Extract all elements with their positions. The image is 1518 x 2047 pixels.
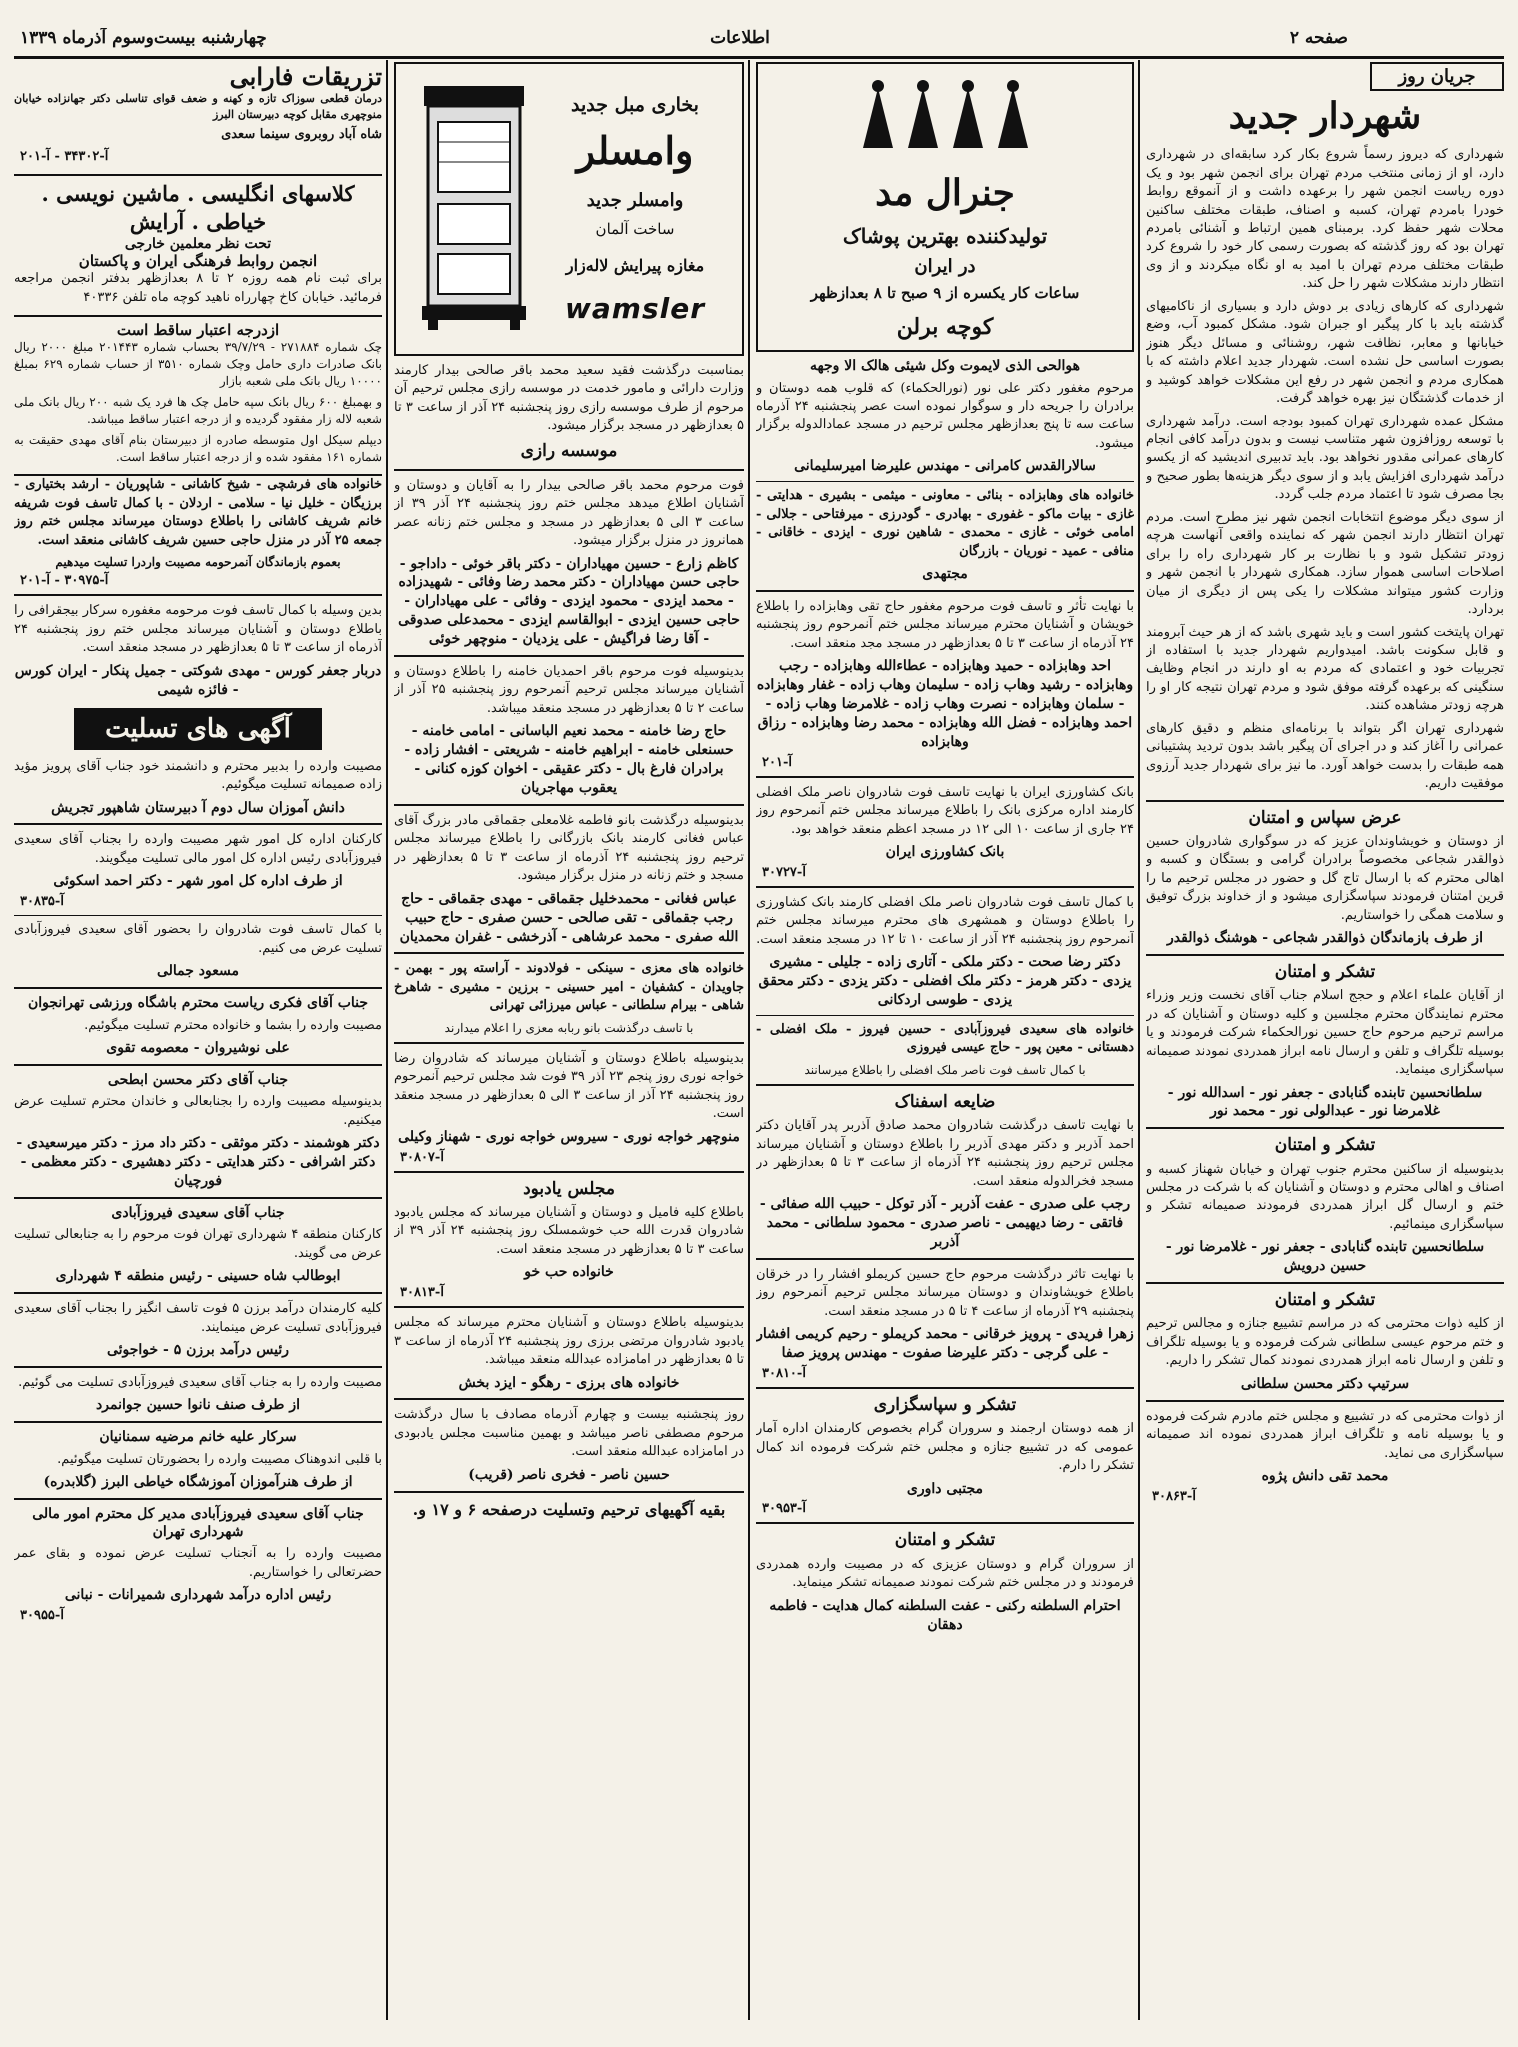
- editorial-paragraph: شهرداری که دیروز رسماً شروع بکار کرد سابقه‌ای در شهرداری دارد، او از زمانی منتخب مردم تهران برای انجمن شهر بود و یک دوره ریاست انجمن شهر را برعهده داشت و از آنموقع روابط خودرا بامردم تهران، کسبه و اصناف، طبقات مختلف ساکنین محلات شهر حفظ کرد. برمبنای همین ارتباط و آشنائی بامردم تهران بود که روز گذشته که بصورت رسمی کار خود را شروع کرد طبقات مختلف مردم تهران با امید به او نگاه میکردند و از وی انتظار دارند مشکلات شهر را حل کند.: [1146, 147, 1504, 292]
- notice-signature: احد وهابزاده - حمید وهابزاده - عطاءالله وهابزاده - رجب وهابزاده - رشید وهاب زاده - سلیمان وهاب زاده - غفار وهابزاده - سلمان وهابزاده - نصرت وهاب زاده - غلامرضا وهاب زاده - احمد وهابزاده - فضل الله وهابزاده - محمد رضا وهابزاده - رزاق وهابزاده: [756, 658, 1134, 750]
- ad-code: آ-۳۴۳۰۲ - آ-۲۰۱: [20, 148, 109, 164]
- notice-title: ضایعه اسفناک: [894, 1092, 996, 1113]
- divider: [14, 1197, 382, 1199]
- divider: [756, 886, 1134, 888]
- ad-line: چک شماره ۲۷۱۸۸۴ - ۳۹/۷/۲۹ بحساب شماره ۲۰۱۴۴۳ مبلغ ۲۰۰۰ ریال بانک صادرات داری حامل وچک شماره ۳۵۱۰ از حساب شماره ۶۲۹ بمبلغ ۱۰۰۰۰ ریال بانک ملی شعبه بازار: [14, 340, 382, 389]
- divider: [14, 1292, 382, 1294]
- notice-signature: موسسه رازی: [520, 440, 618, 461]
- notice-signature: منوچهر خواجه نوری - سیروس خواجه نوری - شهناز وکیلی: [398, 1128, 740, 1145]
- notice-body: بدینوسیله درگذشت بانو فاطمه غلامعلی جقماقی مادر بزرگ آقای عباس فغانی کارمند بانک بازرگانی را باطلاع میرساند مجلس ترحیم روز پنجشنبه ۲۴ آذرماه از ساعت ۳ تا ۵ بعدازظهر در مسجد و ختم زنانه در منزل برگزار میشود.: [394, 812, 744, 884]
- notice-signature: رئیس درآمد برزن ۵ - خواجوئی: [106, 1342, 290, 1359]
- editorial-paragraph: شهرداری تهران اگر بتواند با برنامه‌ای منظم و دقیق کارهای عمرانی را آغاز کند و در اجرای آن پیگیر باشد بدون تردید پشتیبانی همه طبقات را بدست خواهد آورد. ما نیز برای شهردار جدید آرزوی موفقیت داریم.: [1146, 720, 1504, 792]
- notice-body: با قلبی اندوهناک مصیبت وارده را بحضورتان تسلیت میگوئیم.: [57, 1451, 382, 1467]
- notice-title: جناب آقای سعیدی فیروزآبادی مدیر کل محترم امور مالی شهرداری تهران: [32, 1506, 364, 1540]
- ad-tagline: تولیدکننده بهترین پوشاک: [842, 224, 1048, 248]
- divider: [14, 823, 382, 825]
- editorial-paragraph: از سوی دیگر موضوع انتخابات انجمن شهر نیز مطرح است. مردم تهران انتظار دارند انجمن شهر که نماینده واقعی آنهاست هرچه زودتر تشکیل شود و با نظارت بر کار شهرداری راه را برای اصلاحات اساسی هموار سازد. همکاری شهردار با انجمن شهر و وزارت کشور میتواند مشکلات را یکی پس از دیگری از میان بردارد.: [1146, 509, 1504, 618]
- notice-title: هوالحی الذی لایموت وکل شیئی هالک الا وجهه: [809, 358, 1080, 374]
- divider: [1146, 1400, 1504, 1402]
- divider: [756, 1015, 1134, 1016]
- notice-signature: احترام السلطنه رکنی - عفت السلطنه کمال هدایت - فاطمه دهقان: [769, 1597, 1121, 1633]
- ad-title: کلاسهای انگلیسی . ماشین نویسی . خیاطی . آرایش: [41, 180, 355, 235]
- notice-signature: سرتیپ دکتر محسن سلطانی: [1240, 1375, 1410, 1392]
- column-three: [394, 62, 744, 2022]
- notice-body: از دوستان و خویشاوندان عزیز که در سوگواری شادروان حسین ذوالقدر شجاعی مخصوصاً برادران گرامی و بستگان و کسبه و اهالی محترم که با ارسال تاج گل و حضور در مجلس ترحیم ما را قرین امتنان فرمودند سپاسگزاری میشود و از خداوند بزرگ توفیق و سلامت همگی را خواستاریم.: [1146, 833, 1504, 923]
- notice-signature: سلطانحسین تابنده گنابادی - جعفر نور - اسدالله نور - غلامرضا نور - عبدالولی نور - محمد نور: [1167, 1084, 1483, 1120]
- notice-body: از سروران گرام و دوستان عزیزی که در مصیبت وارده همدردی فرمودند و در مجلس ختم شرکت نمودند صمیمانه تشکر مینماید.: [756, 1556, 1134, 1591]
- page-header: [0, 22, 1518, 54]
- ad-line: تحت نظر معلمین خارجی: [124, 236, 272, 253]
- divider: [14, 594, 382, 596]
- ad-line: درمان قطعی سوزاک تازه و کهنه و ضعف قوای تناسلی دکتر جهانزاده خیابان منوچهری مقابل کوچه دبیرستان البرز: [14, 92, 382, 121]
- divider: [394, 1398, 744, 1400]
- notice-code: آ-۳۰۸۶۳: [1152, 1488, 1196, 1504]
- header-paper-name: اطلاعات: [710, 28, 770, 48]
- divider: [14, 1064, 382, 1066]
- header-date: چهارشنبه بیست‌وسوم آذرماه ۱۳۳۹: [20, 28, 267, 48]
- notice-body: بانک کشاورزی ایران با نهایت تاسف فوت شادروان ناصر ملک افضلی کارمند اداره مرکزی بانک را باطلاع میرساند مجلس ختم آنمرحوم روز ۲۴ جاری از ساعت ۱۰ الی ۱۲ در مسجد اعظم منعقد خواهد بود.: [756, 784, 1134, 837]
- ad-line: مغازه پیرایش لاله‌زار: [565, 256, 705, 275]
- condolence-banner-title: آگهی های تسلیت: [105, 713, 291, 744]
- editorial-paragraph: تهران پایتخت کشور است و باید شهری باشد که از هر حیث آبرومند و قابل سکونت باشد. امیدواریم شهردار جدید با استفاده از تجربیات خود و اعتمادی که مردم به او دارند در انجام وظایف سنگینی که برعهده گرفته موفق شود و مردم تهران نتیجه کار او را هرچه زودتر مشاهده کنند.: [1146, 624, 1504, 714]
- notice-signature: زهرا فریدی - پرویز خرقانی - محمد کریملو - رحیم کریمی افشار - علی گرجی - دکتر علیرضا صفوت - مهندس پرویز صفا: [756, 1326, 1134, 1362]
- notice-title: عرض سپاس و امتنان: [1248, 807, 1402, 828]
- notice-code: آ-۳۰۹۵۵: [20, 1608, 64, 1624]
- notice-signature: از طرف اداره کل امور شهر - دکتر احمد اسکوئی: [53, 873, 343, 890]
- notice-body: روز پنجشنبه بیست و چهارم آذرماه مصادف با سال درگذشت مرحوم مصطفی ناصر میباشد و بهمین مناسبت مجلس یادبودی در امامزاده عبدالله منعقد است.: [394, 1407, 744, 1460]
- ad-line: و بهمبلغ ۶۰۰ ریال بانک سپه حامل چک ها فرد یک شبه ۲۰۰ ریال بانک ملی شعبه لاله زار مفقود گردیده و از درجه اعتبار ساقط میباشد.: [14, 395, 382, 427]
- notice-signature: بعموم بازماندگان آنمرحومه مصیبت واردرا تسلیت میدهیم: [55, 555, 341, 570]
- notice-title: جناب آقای سعیدی فیروزآبادی: [111, 1204, 285, 1221]
- notice-signature: خانواده حب خو: [524, 1264, 614, 1281]
- notice-body: از کلیه ذوات محترمی که در مراسم تشییع جنازه و مجالس ترحیم و ختم مرحوم عیسی سلطانی شرکت فرموده و یا بوسیله تلگراف و تلفن و ارسال نامه ابراز همدردی نمودند کمال تشکر را داریم.: [1146, 1316, 1504, 1369]
- notice-title: تشکر و سپاسگزاری: [873, 1394, 1017, 1415]
- ad-line: وامسلر جدید: [586, 190, 684, 211]
- notice-body: از همه دوستان ارجمند و سروران گرام بخصوص کارمندان اداره آمار عمومی که در تشییع جنازه و مجلس ختم شرکت فرموده اند کمال تشکر را دارم.: [756, 1421, 1134, 1474]
- ad-brand-name: وامسلر: [576, 128, 694, 173]
- divider: [1146, 1127, 1504, 1129]
- notice-signature: دربار جعفر کورس - مهدی شوکتی - جمیل پنکار - ایران کورس - فائزه شیمی: [14, 662, 382, 698]
- notice-code: آ-۳۰۸۰۷: [400, 1149, 444, 1165]
- column-rule-1: [1138, 60, 1140, 2020]
- notice-signature: حاج رضا خامنه - محمد نعیم الباسانی - امامی خامنه - حسنعلی خامنه - ابراهیم خامنه - شریعتی - افشار زاده - برادران فارغ بال - دکتر عقیقی - اخوان کوزه کنانی - یعقوب مهاجریان: [404, 723, 734, 797]
- notice-code: آ-۳۰۸۱۳: [400, 1285, 444, 1301]
- notice-title: تشکر و امتنان: [1274, 962, 1376, 982]
- notice-signature: دانش آموزان سال دوم آ دبیرستان شاهپور تجریش: [51, 799, 345, 816]
- divider: [756, 481, 1134, 482]
- divider: [756, 1084, 1134, 1086]
- ad-country: در ایران: [914, 256, 976, 277]
- divider: [14, 987, 382, 989]
- rubric-label: جریان روز: [1398, 66, 1476, 87]
- ad-line: دیپلم سیکل اول متوسطه صادره از دبیرستان بنام آقای مهدی حقیقت به شماره ۱۶۱ مفقود شده و از درجه اعتبار ساقط است.: [14, 433, 382, 465]
- divider: [394, 655, 744, 657]
- ad-address: کوچه برلن: [896, 314, 994, 340]
- divider: [756, 1522, 1134, 1524]
- notice-body: با نهایت تاثر درگذشت مرحوم حاج حسین کریملو افشار را در خرقان باطلاع خویشاوندان و دوستان میرساند مجلس ترحیم آنمرحوم روز پنجشنبه ۲۹ آذرماه از ساعت ۴ تا ۵ در مسجد منعقد است.: [756, 1266, 1134, 1319]
- notice-body: بمناسبت درگذشت فقید سعید محمد باقر صالحی بیدار کارمند وزارت دارائی و مامور خدمت در موسسه رازی مجلس ترحیم آن مرحوم از طرف موسسه رازی روز پنجشنبه ۲۴ آذر از ساعت ۳ تا ۵ بعدازظهر در مسجد برگزار میشود.: [394, 363, 744, 434]
- notice-code: آ-۳۰۸۳۵: [20, 894, 64, 910]
- stove-icon: [414, 82, 534, 332]
- notice-signature: حسین ناصر - فخری ناصر (قریب): [468, 1466, 670, 1483]
- notice-body: فوت مرحوم محمد باقر صالحی بیدار را به آقایان و دوستان و آشنایان اطلاع میدهد مجلس ختم روز پنجشنبه ۲۴ آذر ۳۹ از ساعت ۳ الی ۵ بعدازظهر در مسجد و مجلس ختم زنانه عصر همانروز در منزل برگزار میشود.: [394, 477, 744, 549]
- notice-body: خانواده های سعیدی فیروزآبادی - حسین فیروز - ملک افضلی - دهستانی - معین پور - حاج عیسی فیروزی: [756, 1022, 1134, 1056]
- ad-title: ازدرجه اعتبار ساقط است: [116, 321, 280, 340]
- header-rule: [14, 56, 1504, 59]
- divider: [394, 952, 744, 954]
- notice-title: تشکر و امتنان: [1274, 1135, 1376, 1156]
- ad-english-classes: [14, 176, 382, 318]
- notice-body: مرحوم مغفور دکتر علی نور (نورالحکماء) که قلوب همه دوستان و برادران را جریحه دار و سوگوار نموده است عصر پنجشنبه ۲۴ آذرماه ساعت سه تا پنج بعدازظهر مجلس ترحیم در مسجد عمادالدوله برگزار میشود.: [756, 380, 1134, 451]
- notice-signature: عباس فغانی - محمدخلیل جقماقی - مهدی جقماقی - حاج رجب جقماقی - تقی صالحی - حسن صفری - حاج حبیب الله صفری - محمد عرشاهی - آذرخشی - غفران محمدیان: [399, 890, 739, 945]
- notice-body: باطلاع کلیه فامیل و دوستان و آشنایان میرساند که مجلس یادبود شادروان قدرت الله حب خوشمسلک روز پنجشنبه ۲۴ آذر ۳۹ از ساعت ۳ تا ۵ بعدازظهر در مسجد منعقد است.: [394, 1204, 744, 1257]
- notice-body: با کمال تاسف فوت شادروان ناصر ملک افضلی کارمند بانک کشاورزی را باطلاع دوستان و همشهری های محترم میرساند مجلس ختم آنمرحوم روز پنجشنبه ۲۴ آذر از ساعت ۱۰ تا ۱۲ در مسجد منعقد است.: [756, 894, 1134, 947]
- notice-body: بدینوسیله باطلاع دوستان و آشنایان میرساند که شادروان رضا خواجه نوری روز پنجم ۲۳ آذر ۳۹ فوت شد مجلس ترحیم آنمرحوم روز پنجشنبه ۲۴ آذر از ساعت ۳ الی ۵ بعدازظهر در مسجد منعقد است.: [394, 1050, 744, 1122]
- notice-signature: خانواده های برزی - رهگو - ایزد بخش: [458, 1374, 680, 1391]
- ad-hours: ساعات کار یکسره از ۹ صبح تا ۸ بعدازظهر: [810, 284, 1080, 302]
- ad-brand-name: جنرال مد: [875, 172, 1015, 214]
- divider: [14, 1366, 382, 1368]
- notice-body: مصیبت وارده را به جناب آقای سعیدی فیروزآبادی تسلیت می گوئیم.: [18, 1375, 382, 1391]
- notice-signature: از طرف بازماندگان ذوالقدر شجاعی - هوشنگ ذوالقدر: [1167, 930, 1483, 947]
- notice-body: کارکنان منطقه ۴ شهرداری تهران فوت مرحوم را به جنابعالی تسلیت عرض می گویند.: [14, 1227, 382, 1261]
- ad-void-cheques: [14, 317, 382, 476]
- column-four: [14, 62, 382, 2022]
- editorial-paragraph: مشکل عمده شهرداری تهران کمبود بودجه است. درآمد شهرداری با توسعه روزافزون شهر متناسب نیست و بدون درآمد کافی انجام کارهای عمرانی مقدور نخواهد بود. باید تدبیری اندیشید که از یکسو درآمد شهرداری افزایش یابد و از سوی دیگر هزینه‌ها بطور صحیح و بجا مصرف شود تا اعتماد مردم جلب گردد.: [1146, 413, 1504, 503]
- notice-body: بدینوسیله فوت مرحوم باقر احمدیان خامنه را باطلاع دوستان و آشنایان میرساند مجلس ترحیم آنمرحوم روز پنجشنبه ۲۵ آذر از ساعت ۲ تا ۵ بعدازظهر در مسجد منعقد میباشد.: [394, 664, 744, 716]
- notice-signature: دکتر هوشمند - دکتر موثقی - دکتر داد مرز - دکتر میرسعیدی - دکتر اشرافی - دکتر هدایتی - دکتر دهشیری - دکتر معظمی - فورچیان: [16, 1135, 380, 1190]
- notice-body: از آقایان علماء اعلام و حجج اسلام جناب آقای نخست وزیر وزراء محترم نمایندگان محترم مجلسین و کلیه دوستان و آشنایان که در مراسم ترحیم مرحوم حاج حسین نورالحکماء شرکت فرمودند و یا بوسیله تلگراف و تلفن و ارسال نامه ابراز همدردی نمودند صمیمانه سپاسگزاری مینماید.: [1146, 988, 1504, 1078]
- column-rule-2: [748, 60, 750, 2020]
- notice-code: آ-۳۰۹۷۵ - آ-۲۰۱: [20, 573, 109, 589]
- notice-signature: ابوطالب شاه حسینی - رئیس منطقه ۴ شهرداری: [55, 1268, 341, 1285]
- ad-line: بخاری مبل جدید: [571, 94, 699, 116]
- divider: [394, 1491, 744, 1493]
- ad-wamsler: [394, 62, 744, 356]
- divider: [14, 1421, 382, 1423]
- divider: [394, 804, 744, 806]
- notice-signature: بانک کشاورزی ایران: [885, 844, 1005, 861]
- notice-title: جناب آقای فکری ریاست محترم باشگاه ورزشی تهرانجوان: [27, 995, 369, 1012]
- ad-title: تزریقات فارابی: [229, 62, 382, 91]
- notice-body: با نهایت تاسف درگذشت شادروان محمد صادق آذربر پدر آقایان دکتر احمد آذربر و دکتر مهدی آذربر را باطلاع دوستان و آشنایان میرساند مجلس ترحیم روز پنجشنبه ۲۴ آذرماه از ساعت ۳ تا ۵ بعدازظهر در مسجد فخرالدوله منعقد است.: [756, 1118, 1134, 1189]
- divider: [1146, 1282, 1504, 1284]
- notice-signature: مسعود جمالی: [156, 963, 240, 980]
- notice-title: جناب آقای دکتر محسن ابطحی: [107, 1071, 289, 1088]
- notice-body: با نهایت تأثر و تاسف فوت مرحوم مغفور حاج تقی وهابزاده را باطلاع خویشان و آشنایان محترم میرساند مجلس ختم آنمرحوم روز پنجشنبه ۲۴ آذرماه از ساعت ۳ تا ۵ بعدازظهر در مسجد مجد منعقد است.: [756, 598, 1134, 651]
- rubric-box: [1370, 62, 1504, 91]
- notice-signature: سالارالقدس کامرانی - مهندس علیرضا امیرسلیمانی: [794, 458, 1096, 475]
- notice-body: بدینوسیله از ساکنین محترم جنوب تهران و خیابان شهناز کسبه و اصناف و اهالی محترم و دوستان و آشنایان که با شرکت در مجلس ختم و ارسال گل ابراز همدردی فرمودند صمیمانه تشکر و سپاسگزاری مینمائیم.: [1146, 1161, 1504, 1232]
- notice-body: مصیبت وارده را بشما و خانواده محترم تسلیت میگوئیم.: [84, 1017, 382, 1033]
- divider: [14, 915, 382, 916]
- ad-line: انجمن روابط فرهنگی ایران و پاکستان: [78, 252, 318, 271]
- editorial-paragraph: شهرداری که کارهای زیادی بر دوش دارد و بسیاری از ناکامیهای گذشته باید با کار پیگیر او جبران شود. مشکل کمبود آب، وضع خیابانها و معابر، نظافت شهر، روشنائی و مسائل دیگر هنوز بصورت اساسی حل نشده است. شهردار جدید اعلام داشته که با همکاری مردم و انجمن شهر در رفع این مشکلات خواهد کوشید و از خدمات گذشتگان نیز بهره خواهد گرفت.: [1146, 298, 1504, 407]
- divider: [394, 469, 744, 471]
- notice-body: کلیه کارمندان درآمد برزن ۵ فوت تاسف انگیز را بجناب آقای سعیدی فیروزآبادی تسلیت عرض مینمایند.: [14, 1301, 382, 1335]
- notice-body: بدینوسیله باطلاع دوستان و آشنایان محترم میرساند که مجلس یادبود شادروان مرتضی برزی روز پنجشنبه ۲۴ آذرماه از ساعت ۳ تا ۵ بعدازظهر در امامزاده عبدالله منعقد میباشد.: [394, 1315, 744, 1368]
- header-page-number: صفحه ۲: [1289, 28, 1348, 48]
- ornament-icon: [858, 78, 1038, 158]
- notice-code: آ-۳۰۸۱۰: [762, 1365, 806, 1381]
- ad-farabi: [14, 62, 382, 176]
- divider: [394, 1171, 744, 1173]
- notice-code: آ-۳۰۷۲۷: [762, 864, 806, 880]
- notice-signature: مجتهدی: [922, 566, 968, 583]
- notice-signature: علی نوشیروان - معصومه تقوی: [106, 1039, 290, 1056]
- column-rule-3: [386, 60, 388, 2020]
- notice-body: خانواده های وهابزاده - بنائی - معاونی - میثمی - بشیری - هدایتی - غازی - بیات ماکو - غفوری - بهادری - گودرزی - میرفتاحی - جلالی - امامی خوئی - غازی - محمدی - شاهین نوری - ایزدی - خاقانی - منافی - عمید - نوریان - بازرگان: [756, 488, 1134, 559]
- continued-notice: بقیه آگهیهای ترحیم وتسلیت درصفحه ۶ و ۱۷ و.: [412, 1499, 726, 1519]
- notice-body: با کمال تاسف فوت شادروان را بحضور آقای سعیدی فیروزآبادی تسلیت عرض می کنیم.: [14, 922, 382, 956]
- condolence-banner: [74, 708, 322, 750]
- notice-title: مجلس یادبود: [523, 1178, 615, 1199]
- divider: [1146, 800, 1504, 802]
- notice-body: مصیبت وارده را به آنجناب تسلیت عرض نموده و بقای عمر حضرتعالی را خواستاریم.: [14, 1546, 382, 1580]
- divider: [394, 1306, 744, 1308]
- divider: [756, 1258, 1134, 1260]
- notice-body: مصیبت وارده را بدبیر محترم و دانشمند خود جناب آقای پرویز مؤید زاده صمیمانه تسلیت میگوئیم.: [14, 758, 382, 793]
- notice-signature: رئیس اداره درآمد شهرداری شمیرانات - نبانی: [64, 1587, 332, 1604]
- notice-signature: از طرف صنف نانوا حسین جوانمرد: [96, 1397, 300, 1414]
- editorial-title: شهردار جدید: [1228, 95, 1422, 137]
- notice-signature: محمد تقی دانش پژوه: [1261, 1468, 1389, 1484]
- ad-line: برای ثبت نام همه روزه ۲ تا ۸ بعدازظهر بدفتر انجمن مراجعه فرمائید. خیابان کاخ چهارراه ناهید کوچه ماه تلفن ۴۰۳۳۶: [14, 271, 382, 305]
- notice-title: تشکر و امتنان: [894, 1530, 996, 1551]
- notice-signature: رجب علی صدری - عفت آذربر - آذر توکل - حبیب الله صفائی - فاتقی - رضا دیهیمی - ناصر صدری - محمود سلطانی - محمد آذربر: [759, 1196, 1131, 1250]
- notice-code: آ-۲۰۱: [762, 754, 792, 770]
- notice-signature: کاظم زارع - حسین مهیاداران - دکتر باقر خوئی - داداجو - حاجی حسن مهیاداران - دکتر محمد رضا وفائی - شهیدزاده - محمد ایزدی - محمود ایزدی - وفائی - علی مهیاداران - حاجی حسین ایزدی - ابوالقاسم ایزدی - محمدعلی صدوقی - آقا رضا فراگیش - علی یزدیان - منوچهر خوئی: [398, 555, 740, 648]
- ad-line: ساخت آلمان: [595, 220, 675, 238]
- notice-title: تشکر و امتنان: [1274, 1290, 1376, 1311]
- divider: [14, 1498, 382, 1500]
- notice-body: کارکنان اداره کل امور شهر مصیبت وارده را بجناب آقای سعیدی فیروزآبادی رئیس اداره کل امور مالی تسلیت میگویند.: [14, 832, 382, 866]
- divider: [1146, 954, 1504, 956]
- notice-signature: مجتبی داوری: [906, 1480, 984, 1497]
- notice-body: بدینوسیله مصیبت وارده را بجنابعالی و خاندان محترم تسلیت عرض میکنیم.: [14, 1094, 382, 1128]
- divider: [756, 1387, 1134, 1389]
- notice-body: بدین وسیله با کمال تاسف فوت مرحومه مغفوره سرکار بیجقرافی را باطلاع دوستان و آشنایان میرساند مجلس ختم روز پنجشنبه ۲۴ آذرماه از ساعت ۳ تا ۵ بعدازظهر در مسجد منعقد است.: [14, 603, 382, 656]
- divider: [756, 590, 1134, 592]
- column-two: [756, 62, 1134, 2022]
- ad-general-mode: [756, 62, 1134, 352]
- wamsler-logo: wamsler: [565, 292, 705, 325]
- notice-body: خانواده های معزی - سینکی - فولادوند - آراسته پور - بهمن - جاویدان - کشفیان - امیر حسینی - برزین - مشیری - شاهرخ شاهی - بیرام سلطانی - عباس میرزائی تهرانی: [394, 961, 744, 1014]
- notice-signature: با تاسف درگذشت بانو ربابه معزی را اعلام میدارند: [444, 1020, 694, 1035]
- notice-signature: از طرف هنرآموزان آموزشگاه خیاطی البرز (گلابدره): [43, 1474, 353, 1491]
- divider: [756, 776, 1134, 778]
- notice-title: سرکار علیه خانم مرضیه سمنانیان: [99, 1429, 297, 1446]
- divider: [394, 1042, 744, 1044]
- notice-body: خانواده های فرشچی - شیخ کاشانی - شاپوریان - ارشد بختیاری - برزیگان - خلیل نیا - سلامی - اردلان - با کمال تاسف فوت شریفه خانم شریف کاشانی را باطلاع دوستان میرساند مجلس ختم روز جمعه ۲۵ آذر در منزل حاجی حسین شریف کاشانی منعقد است.: [14, 477, 382, 548]
- notice-signature: سلطانحسین تابنده گنابادی - جعفر نور - غلامرضا نور - حسین درویش: [1165, 1239, 1485, 1275]
- notice-signature: با کمال تاسف فوت ناصر ملک افضلی را باطلاع میرسانند: [804, 1062, 1086, 1077]
- notice-code: آ-۳۰۹۵۳: [762, 1501, 806, 1517]
- notice-body: از ذوات محترمی که در تشییع و مجلس ختم مادرم شرکت فرموده و یا بوسیله نامه و تلگراف ابراز همدردی نموده اند صمیمانه سپاسگزاری می نماید.: [1146, 1408, 1504, 1461]
- notice-signature: دکتر رضا صحت - دکتر ملکی - آتاری زاده - جلیلی - مشیری یزدی - دکتر هرمز - دکتر ملک افضلی - دکتر یزدی - دکتر محقق یزدی - طوسی اردکانی: [758, 954, 1132, 1009]
- column-editorial: [1146, 62, 1504, 2022]
- ad-line: شاه آباد روبروی سینما سعدی: [221, 127, 382, 143]
